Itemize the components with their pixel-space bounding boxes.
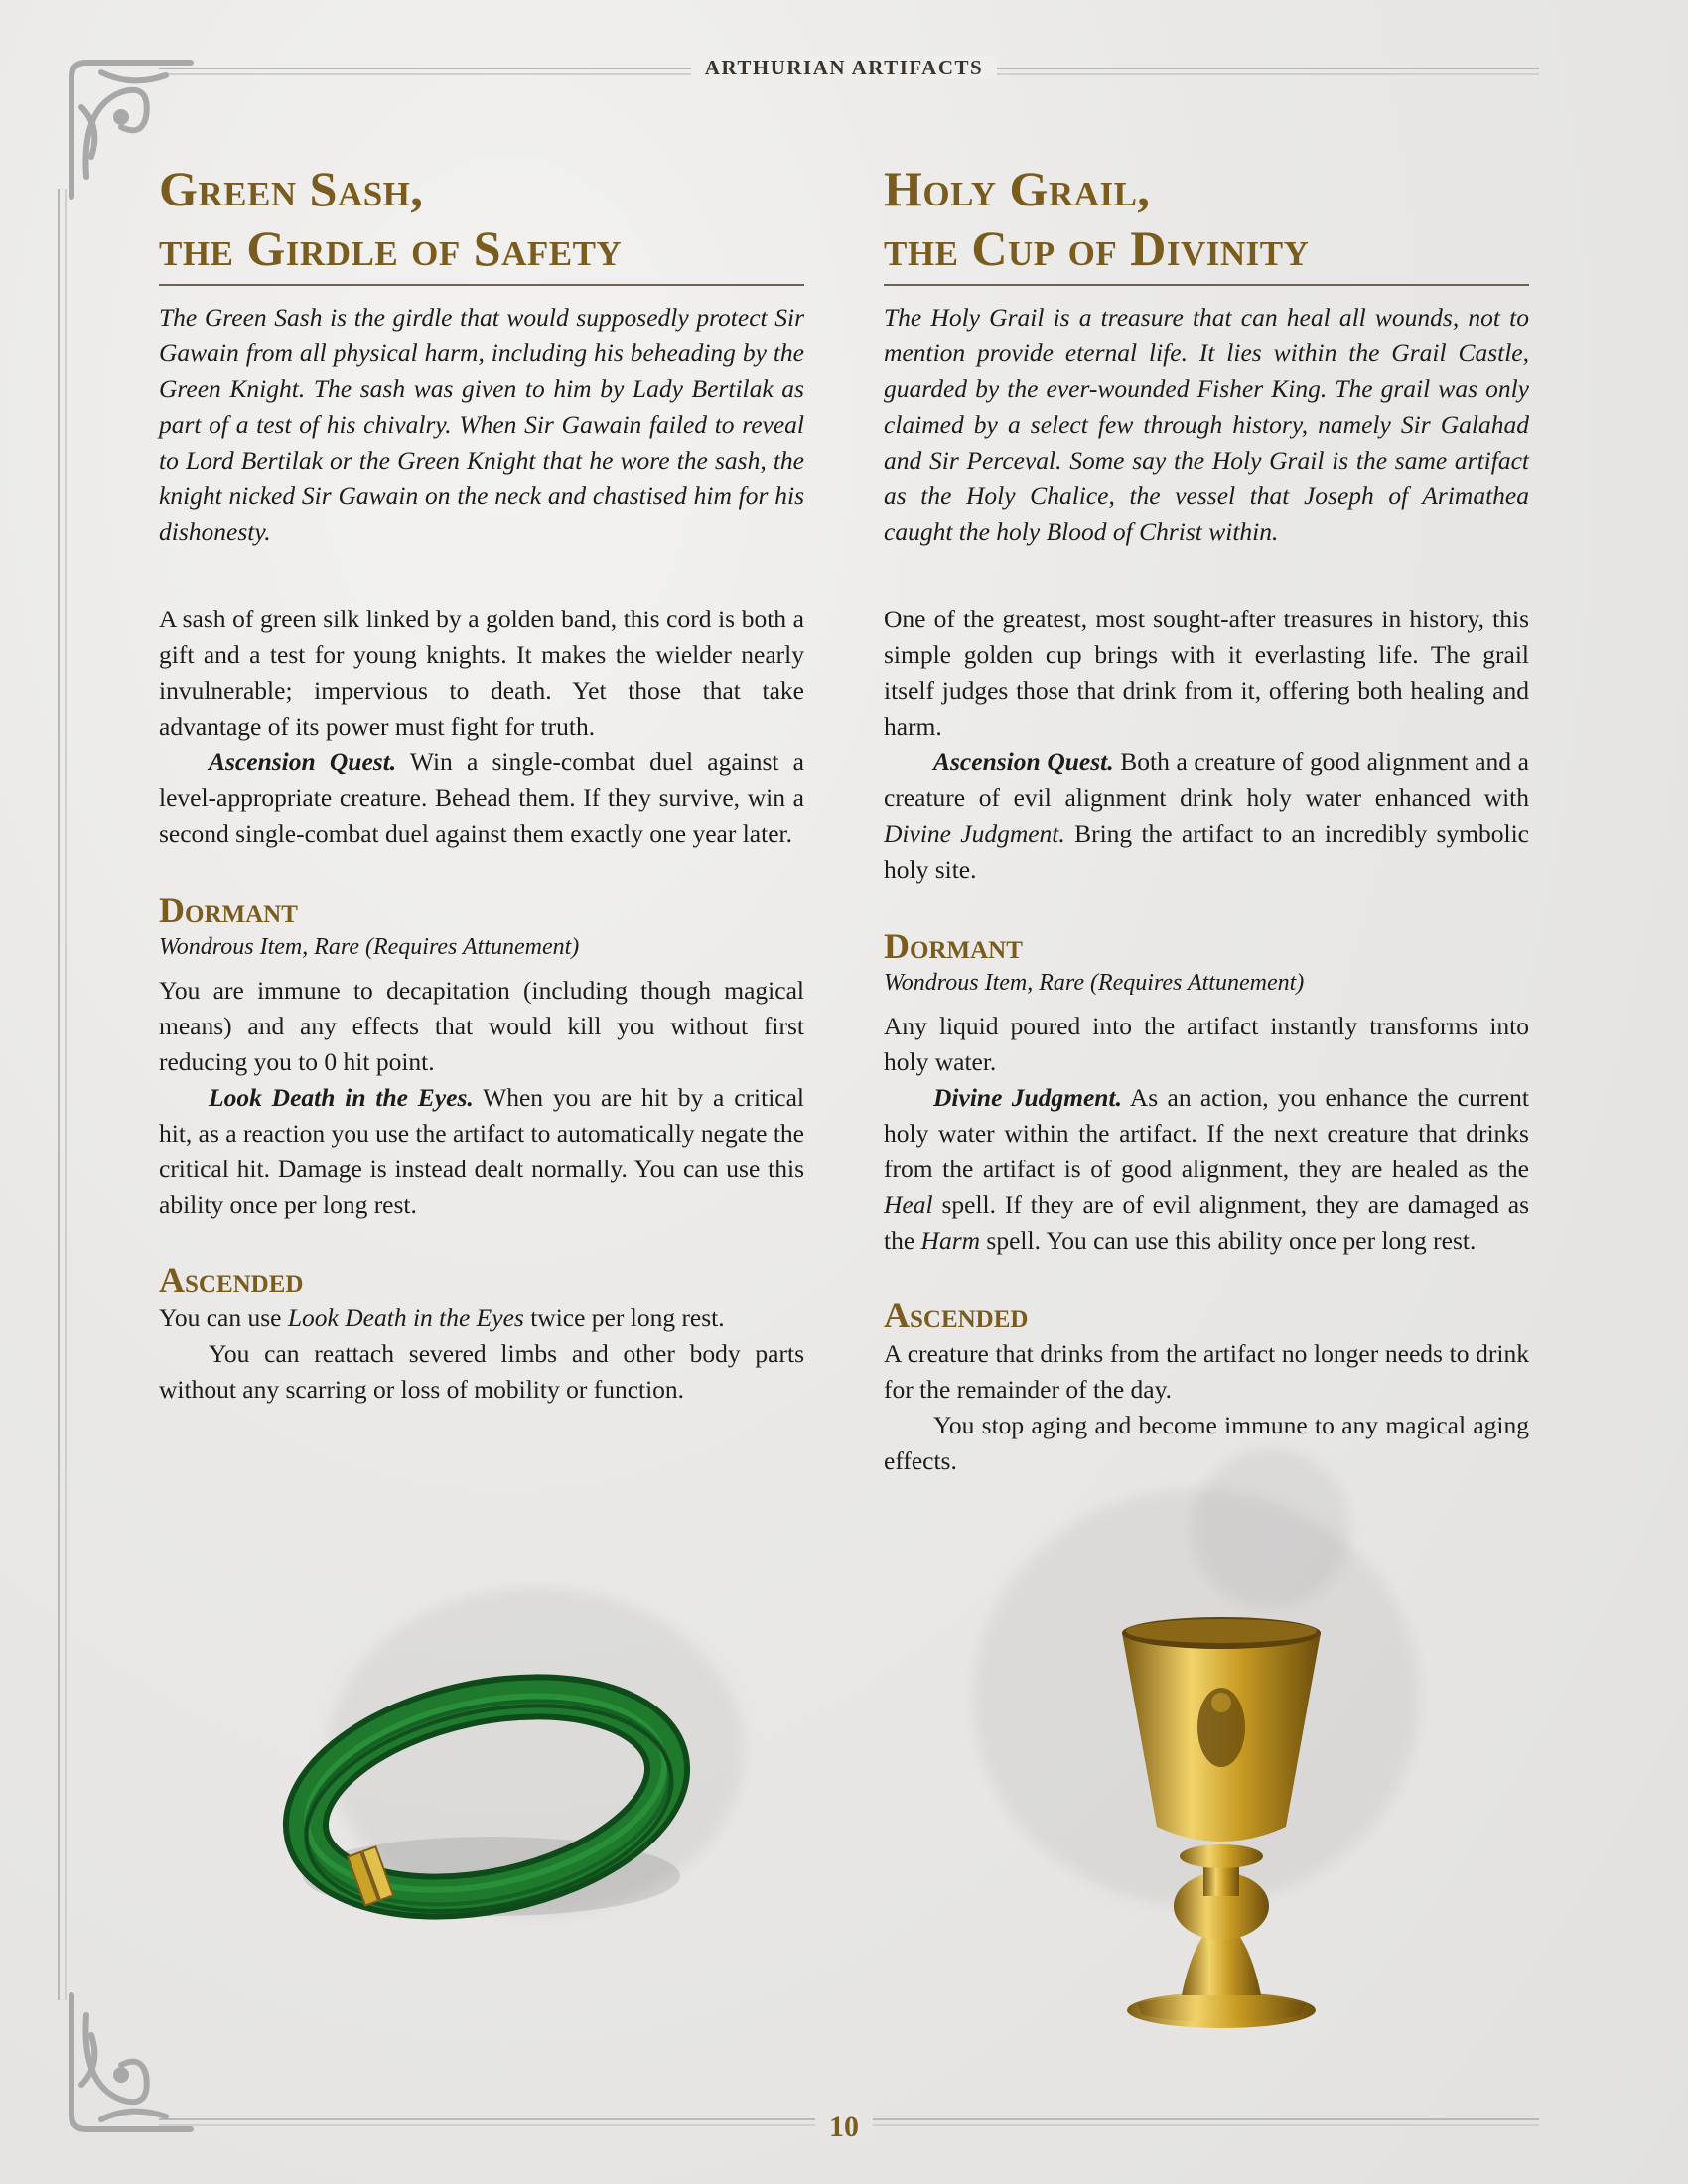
title-rule — [884, 284, 1529, 286]
green-sash-illustration — [268, 1648, 705, 1946]
ascended-text: A creature that drinks from the artifact no longer needs to drink for the remainder of the day. — [884, 1339, 1529, 1404]
dormant-text: You are immune to decapitation (including though magical means) and any effects that would kill you without first reducing you to 0 hit point. — [159, 976, 804, 1076]
ascension-quest: Ascension Quest. Win a single-combat duel against a level-appropriate creature. Behead them. If they survive, win a second single-combat duel against them exactly one year later. — [159, 748, 804, 848]
left-border — [58, 189, 67, 2000]
right-column — [884, 159, 1529, 1479]
page-number: 10 — [0, 2111, 1688, 2144]
artifact-title: Green Sash, the Girdle of Safety — [159, 161, 623, 276]
ascension-quest: Ascension Quest. Both a creature of good alignment and a creature of evil alignment drink holy water enhanced with Divine Judgment. Bring the artifact to an incredibly symbolic holy site. — [884, 748, 1530, 884]
title-rule — [159, 284, 804, 286]
ascended-text-2: You can reattach severed limbs and other body parts without any scarring or loss of mobility or function. — [159, 1339, 804, 1404]
ascended-text: You can use Look Death in the Eyes twice per long rest. — [159, 1303, 725, 1332]
artifact-description: A sash of green silk linked by a golden band, this cord is both a gift and a test for young knights. It makes the wielder nearly invulnerable; impervious to death. Yet those that take advantage of its power must fight for truth. — [159, 605, 804, 741]
dormant-heading: Dormant — [159, 890, 298, 930]
dormant-text: Any liquid poured into the artifact instantly transforms into holy water. — [884, 1012, 1529, 1076]
running-header: ARTHURIAN ARTIFACTS — [0, 56, 1688, 80]
ascended-heading: Ascended — [159, 1260, 304, 1299]
left-column — [159, 159, 804, 1408]
lore-intro: The Green Sash is the girdle that would supposedly protect Sir Gawain from all physical harm, including his beheading by the Green Knight. The sash was given to him by Lady Bertilak as part of a test of his chivalry. When Sir Gawain failed to reveal to Lord Bertilak or the Green Knight that he wore the sash, the knight nicked Sir Gawain on the neck and chastised him for his dishonesty. — [159, 303, 804, 546]
ascended-text-2: You stop aging and become immune to any magical aging effects. — [884, 1411, 1529, 1475]
artifact-title: Holy Grail, the Cup of Divinity — [884, 161, 1310, 276]
item-type: Wondrous Item, Rare (Requires Attunement) — [159, 934, 580, 960]
artifact-description: One of the greatest, most sought-after treasures in history, this simple golden cup brings with it everlasting life. The grail itself judges those that drink from it, offering both healing and harm. — [884, 605, 1529, 741]
dormant-heading: Dormant — [884, 926, 1023, 966]
dormant-ability: Look Death in the Eyes. When you are hit by a critical hit, as a reaction you use the artifact to automatically negate the critical hit. Damage is instead dealt normally. You can use this ability once per long rest. — [159, 1083, 805, 1219]
item-type: Wondrous Item, Rare (Requires Attunement) — [884, 970, 1305, 996]
dormant-ability: Divine Judgment. As an action, you enhance the current holy water within the artifact. If the next creature that drinks from the artifact is of good alignment, they are healed as the Heal spell. If they are of evil alignment, they are damaged as the Harm spell. You can use this ability once per long rest. — [884, 1083, 1529, 1255]
lore-intro: The Holy Grail is a treasure that can heal all wounds, not to mention provide eternal life. It lies within the Grail Castle, guarded by the ever-wounded Fisher King. The grail was only claimed by a select few through history, namely Sir Galahad and Sir Perceval. Some say the Holy Grail is the same artifact as the Holy Chalice, the vessel that Joseph of Arimathea caught the holy Blood of Christ within. — [884, 303, 1529, 546]
ascended-heading: Ascended — [884, 1296, 1029, 1335]
holy-grail-illustration — [1112, 1608, 1331, 2045]
